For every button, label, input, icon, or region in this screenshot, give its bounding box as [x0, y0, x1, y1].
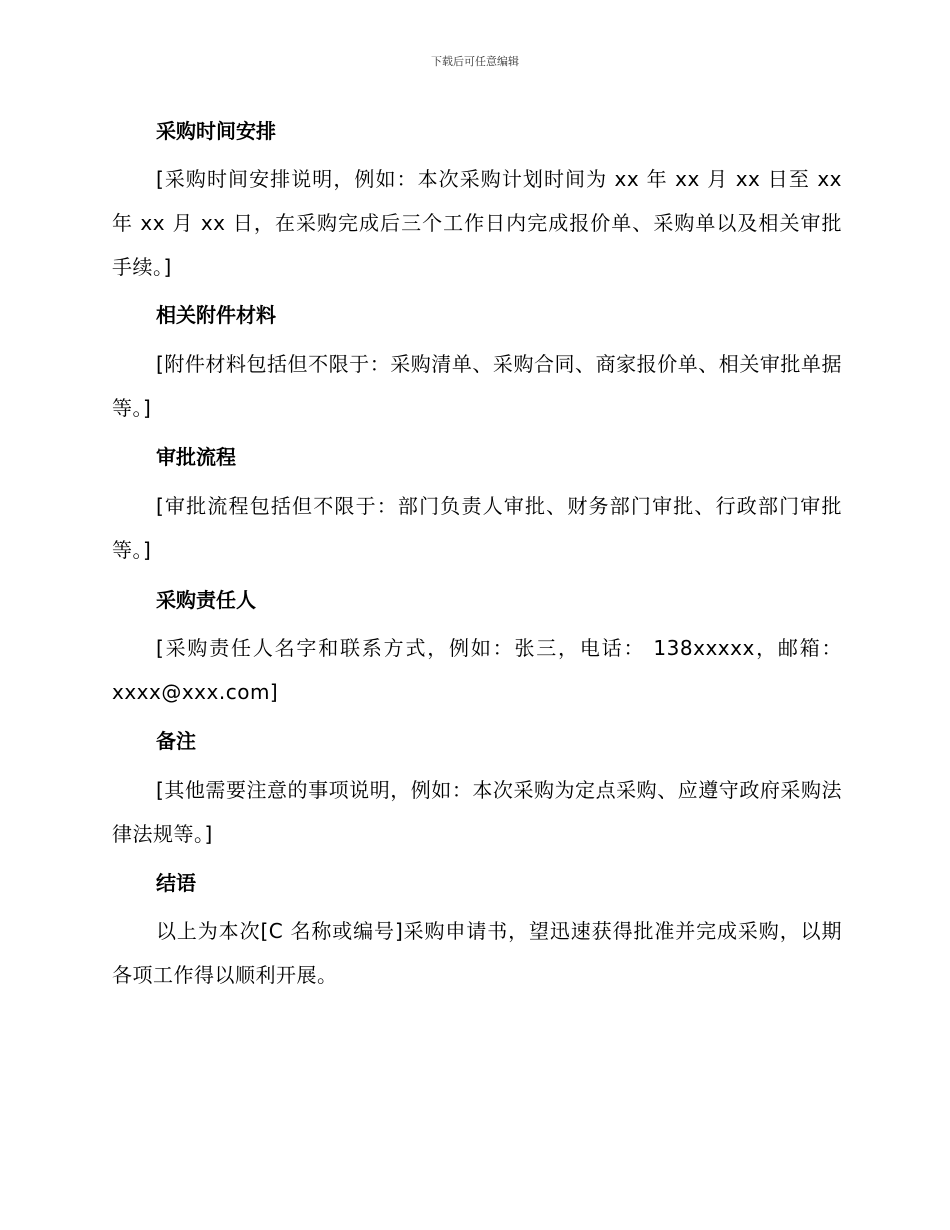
section-heading-conclusion: 结语	[156, 871, 196, 895]
section-body-approval-process: [审批流程包括但不限于：部门负责人审批、财务部门审批、行政部门审批等。]	[112, 494, 842, 562]
section-heading-schedule: 采购时间安排	[156, 119, 276, 143]
section-body-schedule: [采购时间安排说明，例如：本次采购计划时间为 xx 年 xx 月 xx 日至 xx 年 xx 月 xx 日，在采购完成后三个工作日内完成报价单、采购单以及相关审批手续。]	[112, 167, 842, 279]
section-heading-attachments: 相关附件材料	[156, 303, 276, 327]
section-heading-remarks: 备注	[156, 729, 196, 753]
section-heading-responsible-person: 采购责任人	[156, 588, 256, 612]
section-body-remarks: [其他需要注意的事项说明，例如：本次采购为定点采购、应遵守政府采购法律法规等。]	[112, 778, 842, 846]
section-body-conclusion: 以上为本次[C 名称或编号]采购申请书，望迅速获得批准并完成采购，以期各项工作得以顺利开展。	[112, 919, 842, 987]
section-body-attachments: [附件材料包括但不限于：采购清单、采购合同、商家报价单、相关审批单据等。]	[112, 352, 842, 420]
page-header: 下载后可任意编辑	[431, 55, 519, 68]
section-body-responsible-person: [采购责任人名字和联系方式，例如：张三，电话： 138xxxxx，邮箱：xxxx@xxx.com]	[112, 636, 842, 704]
section-heading-approval-process: 审批流程	[156, 445, 236, 469]
document-body	[112, 112, 842, 997]
